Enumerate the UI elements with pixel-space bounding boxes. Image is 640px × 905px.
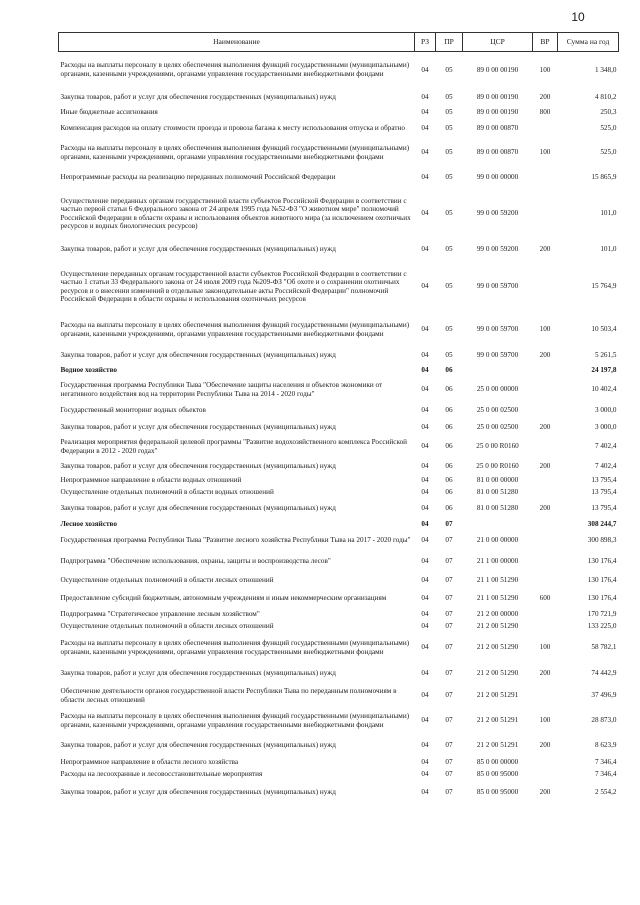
cell-pr: 06 [445,406,453,415]
cell-pr: 07 [445,594,453,603]
cell-pr: 07 [445,770,453,779]
cell-sum: 101,0 [600,245,617,254]
cell-pr: 05 [445,92,453,101]
table-row [59,499,619,519]
cell-rz: 04 [421,488,429,497]
cell-vr: 200 [539,351,551,360]
cell-rz: 04 [421,788,429,797]
cell-pr: 05 [445,351,453,360]
cell-rz: 04 [421,282,429,291]
cell-rz: 04 [421,669,429,678]
table-row [59,589,619,609]
cell-pr: 05 [445,148,453,157]
cell-name: Подпрограмма "Обеспечение использования, охраны, защиты и воспроизводства лесов" [60,557,331,566]
table-row [59,313,619,347]
cell-name: Закупка товаров, работ и услуг для обеспечения государственных (муниципальных) нужд [60,669,336,678]
cell-vr [533,377,558,403]
cell-vr: 100 [539,65,551,74]
cell-sum: 525,0 [600,124,617,133]
cell-csr: 85 0 00 95000 [476,770,519,779]
cell-csr: 25 0 00 02500 [476,422,519,431]
cell-rz: 04 [421,476,429,485]
cell-csr: 21 1 00 00000 [476,557,519,566]
cell-vr [533,609,558,621]
cell-sum: 3 000,0 [594,422,617,431]
header-vr: ВР [533,33,558,52]
cell-csr: 85 0 00 00000 [476,758,519,767]
cell-vr [533,685,558,707]
cell-vr [533,573,558,589]
cell-vr: 800 [539,108,551,117]
cell-name: Подпрограмма "Стратегическое управление лесным хозяйством" [60,610,260,619]
cell-vr [533,167,558,189]
cell-csr: 81 0 00 51280 [476,504,519,513]
cell-name: Расходы на выплаты персоналу в целях обеспечения выполнения функций государственными (муниципальными) органами, казенными учреждениями, органами управления государственными внебюджетными фондами [60,712,410,729]
cell-csr: 25 0 00 R0160 [476,461,519,470]
cell-rz: 04 [421,366,429,375]
cell-name: Непрограммное направление в области водных отношений [60,476,242,485]
cell-pr: 05 [445,245,453,254]
cell-name: Закупка товаров, работ и услуг для обеспечения государственных (муниципальных) нужд [60,245,336,254]
table-row [59,735,619,757]
cell-csr: 21 2 00 51290 [476,669,519,678]
cell-sum: 5 261,5 [594,351,617,360]
cell-csr: 99 0 00 59200 [476,209,519,218]
cell-vr [533,436,558,458]
cell-sum: 130 176,4 [587,594,617,603]
cell-vr: 600 [539,594,551,603]
table-row [59,189,619,239]
header-rz: РЗ [415,33,436,52]
cell-pr: 06 [445,366,453,375]
cell-vr [533,531,558,551]
cell-csr: 21 1 00 51290 [476,594,519,603]
cell-rz: 04 [421,148,429,157]
cell-name: Лесное хозяйство [60,520,117,529]
cell-sum: 525,0 [600,148,617,157]
cell-sum: 7 346,4 [594,758,617,767]
cell-name: Расходы на лесоохранные и лесовосстановительные мероприятия [60,770,263,779]
cell-csr: 81 0 00 00000 [476,476,519,485]
cell-pr: 05 [445,173,453,182]
cell-sum: 13 795,4 [591,504,617,513]
table-row [59,88,619,107]
table-header [59,33,619,52]
cell-rz: 04 [421,173,429,182]
cell-vr: 100 [539,716,551,725]
table-row [59,633,619,663]
cell-rz: 04 [421,65,429,74]
cell-csr: 99 0 00 59700 [476,351,519,360]
cell-sum: 133 225,0 [587,622,617,631]
cell-csr: 21 1 00 51290 [476,576,519,585]
cell-rz: 04 [421,504,429,513]
table-row [59,609,619,621]
table-row [59,781,619,805]
cell-name: Иные бюджетные ассигнования [60,108,158,117]
cell-vr [533,189,558,239]
cell-rz: 04 [421,594,429,603]
cell-vr [533,475,558,487]
cell-sum: 3 000,0 [594,406,617,415]
table-row [59,531,619,551]
cell-pr: 07 [445,669,453,678]
cell-vr: 200 [539,461,551,470]
cell-sum: 24 197,8 [591,366,617,375]
header-pr: ПР [436,33,463,52]
cell-pr: 07 [445,520,453,529]
cell-rz: 04 [421,758,429,767]
table-row [59,519,619,531]
cell-pr: 07 [445,691,453,700]
cell-csr [463,519,533,531]
header-name: Наименование [59,33,415,52]
table-row [59,475,619,487]
cell-csr: 25 0 00 00000 [476,385,519,394]
cell-name: Закупка товаров, работ и услуг для обеспечения государственных (муниципальных) нужд [60,504,336,513]
cell-name: Расходы на выплаты персоналу в целях обеспечения выполнения функций государственными (муниципальными) органами, казенными учреждениями, органами управления государственными внебюджетными фондами [60,61,410,78]
table-row [59,365,619,377]
table-row [59,573,619,589]
cell-vr: 200 [539,788,551,797]
header-sum: Сумма на год [558,33,619,52]
cell-name: Закупка товаров, работ и услуг для обеспечения государственных (муниципальных) нужд [60,351,336,360]
cell-rz: 04 [421,716,429,725]
cell-sum: 74 442,9 [591,669,617,678]
cell-pr: 05 [445,108,453,117]
table-row [59,347,619,365]
cell-pr: 07 [445,741,453,750]
cell-sum: 130 176,4 [587,557,617,566]
cell-pr: 07 [445,557,453,566]
cell-sum: 15 764,9 [591,282,617,291]
cell-sum: 4 810,2 [594,92,617,101]
cell-sum: 28 873,0 [591,716,617,725]
table-row [59,52,619,88]
cell-rz: 04 [421,557,429,566]
table-row [59,621,619,633]
cell-vr [533,551,558,573]
cell-name: Водное хозяйство [60,366,118,375]
cell-name: Непрограммное направление в области лесного хозяйства [60,758,239,767]
cell-pr: 07 [445,758,453,767]
cell-name: Государственный мониторинг водных объектов [60,406,206,415]
cell-rz: 04 [421,643,429,652]
cell-name: Закупка товаров, работ и услуг для обеспечения государственных (муниципальных) нужд [60,461,336,470]
cell-pr: 07 [445,788,453,797]
cell-sum: 15 865,9 [591,173,617,182]
cell-vr [533,487,558,499]
cell-name: Государственная программа Республики Тыва "Обеспечение защиты населения и объектов экономики от негативного воздействия вод на территории Республики Тыва на 2014 - 2020 годы" [60,381,383,398]
cell-name: Реализация мероприятия федеральной целевой программы "Развитие водохозяйственного комплекса Российской Федерации в 2012 - 2020 годах" [60,438,408,455]
cell-name: Государственная программа Республики Тыва "Развитие лесного хозяйства Республики Тыва на 2017 - 2020 годы" [60,536,411,545]
cell-pr: 07 [445,576,453,585]
cell-sum: 7 346,4 [594,770,617,779]
table-row [59,261,619,313]
cell-csr: 21 2 00 51290 [476,622,519,631]
cell-pr: 07 [445,610,453,619]
cell-csr: 21 2 00 00000 [476,610,519,619]
cell-rz: 04 [421,92,429,101]
cell-sum: 170 721,9 [587,610,617,619]
cell-vr: 200 [539,92,551,101]
cell-csr: 89 0 00 00870 [476,124,519,133]
cell-pr: 06 [445,461,453,470]
cell-rz: 04 [421,385,429,394]
cell-sum: 1 348,0 [594,65,617,74]
cell-csr: 99 0 00 00000 [476,173,519,182]
cell-rz: 04 [421,770,429,779]
table-row [59,685,619,707]
table-row [59,757,619,769]
cell-csr: 89 0 00 00190 [476,92,519,101]
cell-rz: 04 [421,691,429,700]
table-row [59,707,619,735]
cell-pr: 06 [445,385,453,394]
table-row [59,239,619,261]
cell-name: Расходы на выплаты персоналу в целях обеспечения выполнения функций государственными (муниципальными) органами, казенными учреждениями, органами управления государственными внебюджетными фондами [60,639,410,656]
cell-name: Осуществление отдельных полномочий в области лесных отношений [60,576,274,585]
table-row [59,107,619,119]
cell-rz: 04 [421,422,429,431]
cell-csr: 89 0 00 00190 [476,108,519,117]
cell-csr: 99 0 00 59200 [476,245,519,254]
cell-pr: 07 [445,716,453,725]
cell-sum: 10 503,4 [591,325,617,334]
cell-csr: 21 2 00 51290 [476,643,519,652]
cell-rz: 04 [421,536,429,545]
table-body [59,52,619,805]
cell-vr [533,621,558,633]
cell-csr: 89 0 00 00870 [476,148,519,157]
cell-pr: 07 [445,643,453,652]
table-row [59,487,619,499]
cell-name: Закупка товаров, работ и услуг для обеспечения государственных (муниципальных) нужд [60,92,336,101]
table-row [59,769,619,781]
cell-pr: 05 [445,282,453,291]
table-row [59,436,619,458]
cell-pr: 06 [445,422,453,431]
cell-vr [533,757,558,769]
table-row [59,403,619,419]
cell-name: Обеспечение деятельности органов государственной власти Республики Тыва по переданным полномочиям в области лесных отношений [60,687,397,704]
cell-sum: 130 176,4 [587,576,617,585]
cell-vr [533,519,558,531]
cell-csr: 21 2 00 51291 [476,716,519,725]
cell-rz: 04 [421,209,429,218]
cell-rz: 04 [421,610,429,619]
cell-csr: 21 2 00 51291 [476,691,519,700]
cell-name: Осуществление отдельных полномочий в области водных отношений [60,488,274,497]
table-row [59,663,619,685]
cell-sum: 308 244,7 [587,520,617,529]
cell-sum: 8 623,9 [594,741,617,750]
cell-vr: 200 [539,422,551,431]
cell-csr: 21 2 00 51291 [476,741,519,750]
cell-sum: 2 554,2 [594,788,617,797]
table-row [59,551,619,573]
cell-rz: 04 [421,245,429,254]
cell-pr: 05 [445,65,453,74]
cell-sum: 13 795,4 [591,488,617,497]
table-row [59,458,619,475]
page-number: 10 [571,10,585,24]
cell-sum: 10 402,4 [591,385,617,394]
cell-pr: 07 [445,622,453,631]
cell-csr: 21 0 00 00000 [476,536,519,545]
table-row [59,119,619,139]
header-csr: ЦСР [463,33,533,52]
cell-rz: 04 [421,108,429,117]
cell-csr [463,365,533,377]
cell-csr: 99 0 00 59700 [476,282,519,291]
cell-csr: 89 0 00 00190 [476,65,519,74]
cell-csr: 25 0 00 R0160 [476,442,519,451]
cell-pr: 06 [445,476,453,485]
cell-name: Непрограммные расходы на реализацию переданных полномочий Российской Федерации [60,173,336,182]
cell-vr: 100 [539,148,551,157]
cell-name: Расходы на выплаты персоналу в целях обеспечения выполнения функций государственными (муниципальными) органами, казенными учреждениями, органами управления государственными внебюджетными фондами [60,144,410,161]
cell-csr: 25 0 00 02500 [476,406,519,415]
cell-csr: 85 0 00 95000 [476,788,519,797]
cell-name: Предоставление субсидий бюджетным, автономным учреждениям и иным некоммерческим организациям [60,594,387,603]
cell-sum: 7 402,4 [594,442,617,451]
cell-name: Компенсация расходов на оплату стоимости проезда и провоза багажа к месту использования отпуска и обратно [60,124,405,133]
cell-name: Осуществление переданных органам государственной власти субъектов Российской Федерации в соответствии с частью 1 статьи 33 Федерального закона от 24 июля 2009 года №209-ФЗ "Об охоте и о сохранении охотничьих ресурсов и о внесении изменений в отдельные законодательные акты Российской Федерации" полномочий Российской Федерации в области охраны и использования охотничьих ресурсов [60,269,407,303]
cell-pr: 06 [445,442,453,451]
cell-rz: 04 [421,741,429,750]
table-row [59,419,619,436]
cell-csr: 81 0 00 51280 [476,488,519,497]
cell-pr: 07 [445,536,453,545]
budget-table [58,32,619,805]
cell-name: Расходы на выплаты персоналу в целях обеспечения выполнения функций государственными (муниципальными) органами, казенными учреждениями, органами управления государственными внебюджетными фондами [60,321,410,338]
cell-pr: 06 [445,488,453,497]
cell-pr: 05 [445,209,453,218]
cell-sum: 300 898,3 [587,536,617,545]
cell-vr: 100 [539,643,551,652]
cell-sum: 101,0 [600,209,617,218]
cell-name: Закупка товаров, работ и услуг для обеспечения государственных (муниципальных) нужд [60,422,336,431]
cell-rz: 04 [421,442,429,451]
cell-sum: 250,3 [600,108,617,117]
cell-rz: 04 [421,351,429,360]
cell-vr [533,769,558,781]
cell-rz: 04 [421,461,429,470]
cell-vr: 200 [539,741,551,750]
cell-csr: 99 0 00 59700 [476,325,519,334]
cell-vr [533,261,558,313]
cell-pr: 06 [445,504,453,513]
cell-sum: 13 795,4 [591,476,617,485]
cell-vr [533,119,558,139]
cell-name: Осуществление отдельных полномочий в области лесных отношений [60,622,274,631]
cell-sum: 7 402,4 [594,461,617,470]
cell-pr: 05 [445,325,453,334]
cell-name: Закупка товаров, работ и услуг для обеспечения государственных (муниципальных) нужд [60,741,336,750]
cell-rz: 04 [421,406,429,415]
cell-rz: 04 [421,124,429,133]
cell-sum: 37 496,9 [591,691,617,700]
cell-rz: 04 [421,622,429,631]
cell-vr: 200 [539,245,551,254]
cell-vr [533,403,558,419]
cell-rz: 04 [421,576,429,585]
cell-rz: 04 [421,325,429,334]
cell-name: Закупка товаров, работ и услуг для обеспечения государственных (муниципальных) нужд [60,788,336,797]
cell-vr: 100 [539,325,551,334]
cell-sum: 58 782,1 [591,643,617,652]
cell-name: Осуществление переданных органам государственной власти субъектов Российской Федерации в соответствии с частью первой статьи 6 Федерального закона от 24 апреля 1995 года №52-ФЗ "О животном мире" полномочий Российской Федерации в области охраны и использования объектов животного мира (за исключением охотничьих ресурсов и водных биологических ресурсов) [60,196,411,230]
table-row [59,167,619,189]
cell-vr: 200 [539,669,551,678]
table-row [59,139,619,167]
table-row [59,377,619,403]
cell-vr: 200 [539,504,551,513]
cell-pr: 05 [445,124,453,133]
cell-rz: 04 [421,520,429,529]
cell-vr [533,365,558,377]
